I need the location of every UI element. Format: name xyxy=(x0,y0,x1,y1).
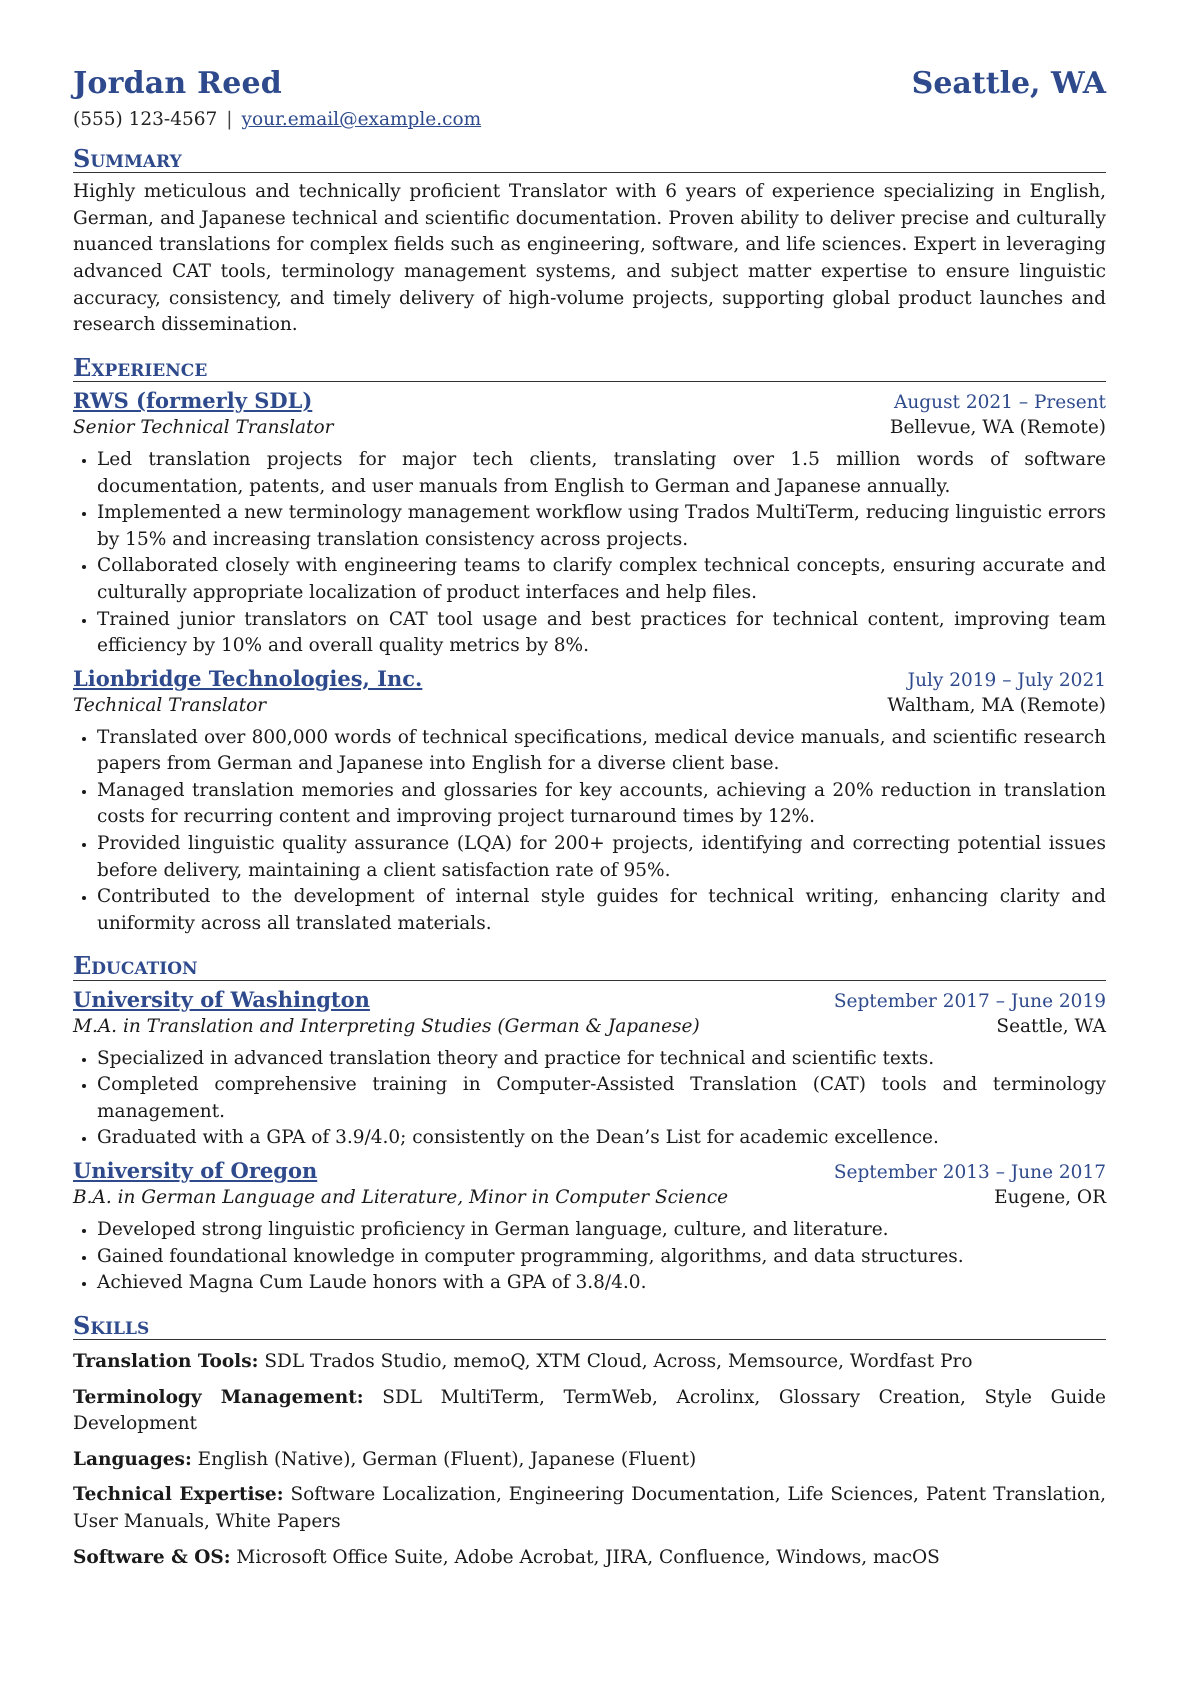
job-title: Technical Translator xyxy=(73,694,267,716)
skill-line xyxy=(73,1545,1106,1572)
skill-line xyxy=(73,1349,1106,1376)
list-item: • Managed translation memories and glossaries for key accounts, achieving a 20% reduction in translation costs for recurring content and improving project turnaround times by 12%. xyxy=(97,778,1106,831)
skill-label: Technical Expertise: xyxy=(73,1484,284,1506)
employment-dates: August 2021 – Present xyxy=(894,391,1106,413)
section-title-experience: Experience xyxy=(73,355,1106,382)
skills-list xyxy=(73,1349,1106,1571)
list-item: • Implemented a new terminology management workflow using Trados MultiTerm, reducing linguistic errors by 15% and increasing translation consistency across projects. xyxy=(97,500,1106,553)
school-location: Eugene, OR xyxy=(994,1187,1106,1208)
school-name[interactable]: University of Washington xyxy=(73,986,370,1012)
experience-entry xyxy=(73,666,1106,938)
list-item: • Led translation projects for major tech clients, translating over 1.5 million words of software documentation, patents, and user manuals from English to German and Japanese annually. xyxy=(97,447,1106,500)
skill-value: SDL Trados Studio, memoQ, XTM Cloud, Across, Memsource, Wordfast Pro xyxy=(264,1350,973,1372)
skill-label: Terminology Management: xyxy=(73,1386,364,1408)
skill-line xyxy=(73,1385,1106,1438)
candidate-location: Seattle, WA xyxy=(911,66,1106,101)
list-item: • Provided linguistic quality assurance (LQA) for 200+ projects, identifying and correcting potential issues before delivery, maintaining a client satisfaction rate of 95%. xyxy=(97,831,1106,884)
skill-value: English (Native), German (Fluent), Japanese (Fluent) xyxy=(197,1448,697,1470)
study-dates: September 2013 – June 2017 xyxy=(833,1162,1106,1183)
candidate-name: Jordan Reed xyxy=(73,66,282,101)
study-dates: September 2017 – June 2019 xyxy=(833,990,1106,1012)
job-location: Bellevue, WA (Remote) xyxy=(889,416,1106,438)
skill-line xyxy=(73,1447,1106,1474)
degree-title: M.A. in Translation and Interpreting Studies (German & Japanese) xyxy=(73,1015,700,1037)
employer-name[interactable]: RWS (formerly SDL) xyxy=(73,387,313,413)
resume-header xyxy=(73,66,1106,101)
achievement-list xyxy=(73,447,1106,660)
summary-text: Highly meticulous and technically proficient Translator with 6 years of experience specializing in English, German, and Japanese technical and scientific documentation. Proven ability to deliver precise and culturally nuanced translations for complex fields such as engineering, software, and life sciences. Expert in leveraging advanced CAT tools, terminology management systems, and subject matter expertise to ensure linguistic accuracy, consistency, and timely delivery of high-volume projects, supporting global product launches and research dissemination. xyxy=(73,181,1106,336)
skill-value: Microsoft Office Suite, Adobe Acrobat, JIRA, Confluence, Windows, macOS xyxy=(236,1546,940,1568)
education-entry xyxy=(73,1158,1106,1297)
list-item: • Graduated with a GPA of 3.9/4.0; consistently on the Dean’s List for academic excellence. xyxy=(97,1125,1106,1152)
list-item: • Trained junior translators on CAT tool usage and best practices for technical content, improving team efficiency by 10% and overall quality metrics by 8%. xyxy=(97,607,1106,660)
experience-entry xyxy=(73,388,1106,660)
list-item: • Completed comprehensive training in Computer-Assisted Translation (CAT) tools and terminology management. xyxy=(97,1072,1106,1125)
skill-label: Software & OS: xyxy=(73,1546,231,1568)
school-name[interactable]: University of Oregon xyxy=(73,1158,318,1183)
list-item: • Contributed to the development of internal style guides for technical writing, enhancing clarity and uniformity across all translated materials. xyxy=(97,884,1106,937)
employment-dates: July 2019 – July 2021 xyxy=(907,669,1106,691)
contact-separator: | xyxy=(226,109,233,130)
skill-line xyxy=(73,1482,1106,1535)
job-location: Waltham, MA (Remote) xyxy=(887,694,1106,716)
section-title-education: Education xyxy=(73,953,1106,980)
school-location: Seattle, WA xyxy=(996,1015,1106,1037)
education-details-list xyxy=(73,1217,1106,1297)
section-title-summary: Summary xyxy=(73,146,1106,173)
list-item: • Specialized in advanced translation theory and practice for technical and scientific texts. xyxy=(97,1046,1106,1073)
list-item: • Developed strong linguistic proficiency in German language, culture, and literature. xyxy=(97,1217,1106,1244)
section-title-skills: Skills xyxy=(73,1313,1106,1340)
skill-value: SDL MultiTerm, TermWeb, Acrolinx, Glossary Creation, Style Guide Development xyxy=(73,1386,1106,1435)
list-item: • Gained foundational knowledge in computer programming, algorithms, and data structures. xyxy=(97,1244,1106,1271)
skill-label: Languages: xyxy=(73,1448,192,1470)
degree-title: B.A. in German Language and Literature, Minor in Computer Science xyxy=(73,1187,729,1208)
email-link[interactable]: your.email@example.com xyxy=(241,109,482,130)
skill-label: Translation Tools: xyxy=(73,1350,259,1372)
education-details-list xyxy=(73,1046,1106,1152)
job-title: Senior Technical Translator xyxy=(73,416,334,438)
contact-line xyxy=(73,109,1106,130)
phone-number: (555) 123-4567 xyxy=(73,109,218,130)
achievement-list xyxy=(73,725,1106,938)
list-item: • Achieved Magna Cum Laude honors with a GPA of 3.8/4.0. xyxy=(97,1270,1106,1297)
list-item: • Translated over 800,000 words of technical specifications, medical device manuals, and scientific research papers from German and Japanese into English for a diverse client base. xyxy=(97,725,1106,778)
education-entry xyxy=(73,987,1106,1152)
skill-value: Software Localization, Engineering Documentation, Life Sciences, Patent Translation, User Manuals, White Papers xyxy=(73,1484,1106,1532)
list-item: • Collaborated closely with engineering teams to clarify complex technical concepts, ensuring accurate and culturally appropriate localization of product interfaces and help files. xyxy=(97,553,1106,606)
employer-name[interactable]: Lionbridge Technologies, Inc. xyxy=(73,665,423,691)
